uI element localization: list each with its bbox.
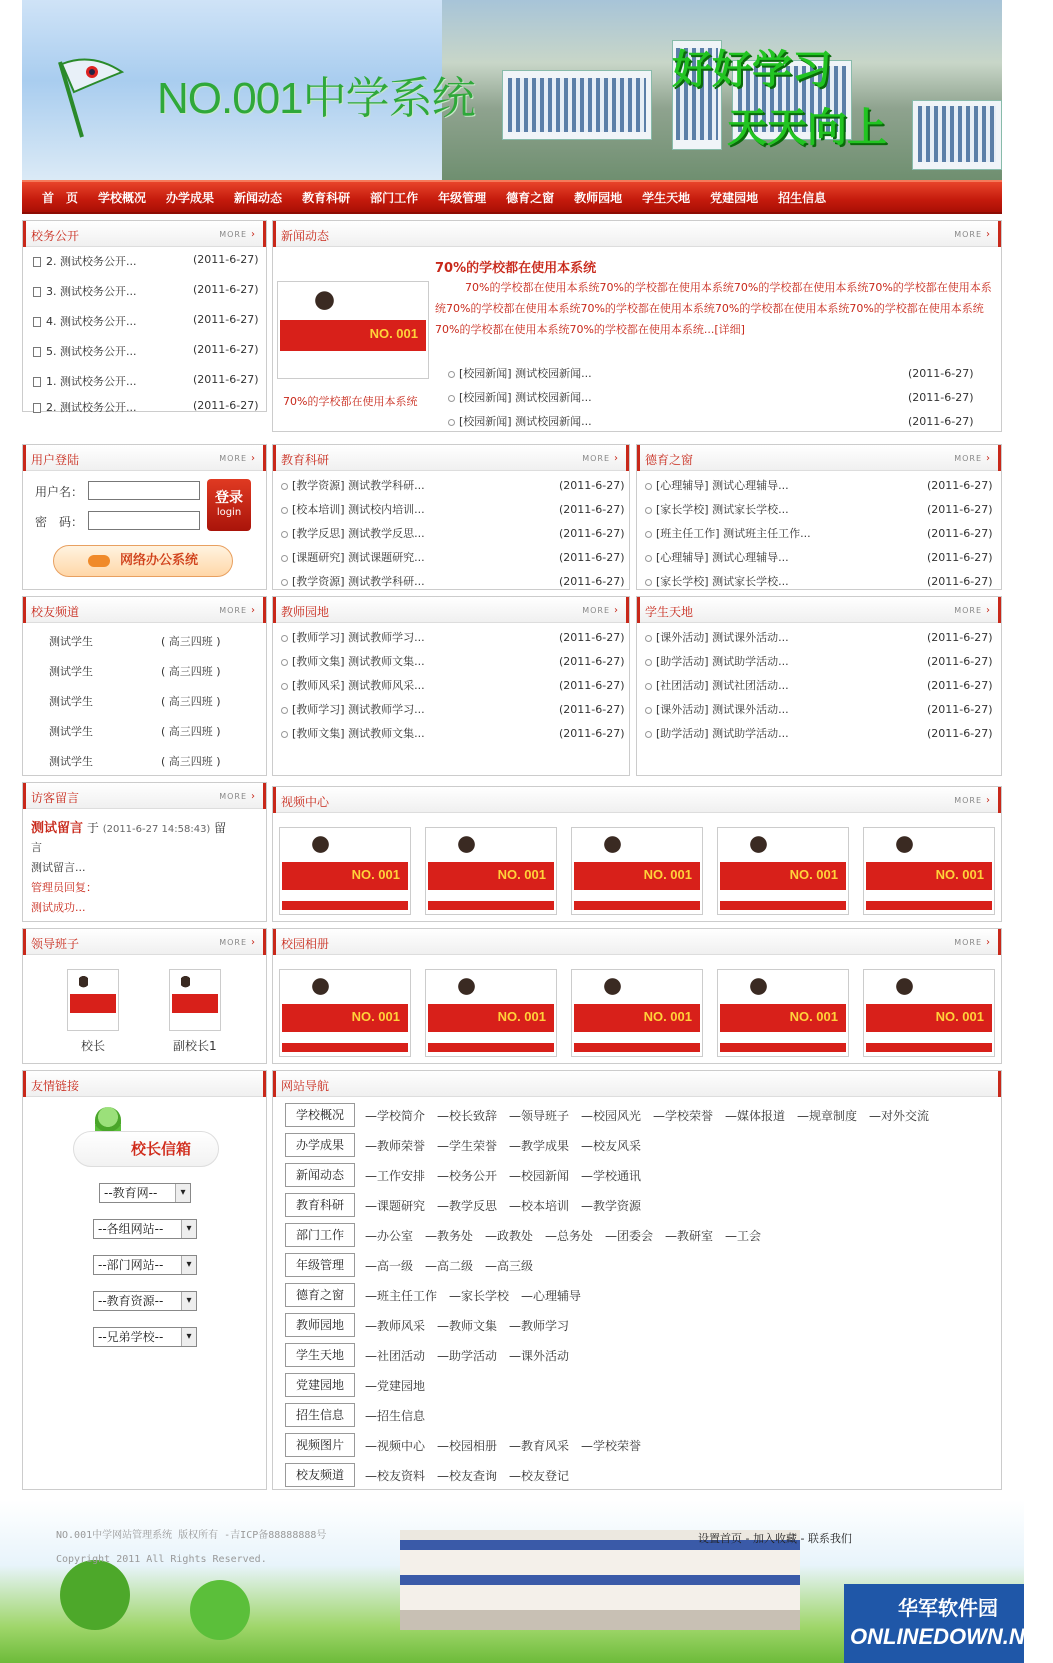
sitenav-category[interactable]: 视频图片 — [285, 1433, 355, 1457]
album-thumbnail[interactable]: NO. 001 — [717, 969, 849, 1057]
bullet-icon — [645, 635, 652, 642]
list-item[interactable]: [家长学校] 测试家长学校... — [645, 501, 789, 517]
list-item[interactable]: [助学活动] 测试助学活动... — [645, 653, 789, 669]
flag-logo-icon — [52, 52, 132, 142]
panel-title: 视频中心 — [281, 795, 330, 809]
document-icon — [33, 257, 41, 267]
list-item[interactable]: [教学资源] 测试教学科研... — [281, 573, 425, 589]
document-icon — [33, 287, 41, 297]
news-panel — [272, 220, 1002, 432]
bullet-icon — [281, 659, 288, 666]
watermark-logo: 华军软件园 ONLINEDOWN.NET — [844, 1584, 1024, 1663]
list-item[interactable]: 5. 测试校务公开... — [33, 343, 136, 359]
more-link[interactable]: MORE › — [219, 229, 256, 240]
page — [22, 0, 1002, 214]
principal-mailbox-button[interactable]: 校长信箱 — [73, 1107, 219, 1173]
more-link[interactable]: MORE › — [582, 605, 619, 616]
bullet-icon — [281, 483, 288, 490]
album-panel — [272, 928, 1002, 1064]
alumni-class: ( 高三四班 ) — [161, 695, 221, 708]
news-list-item[interactable]: [校园新闻] 测试校园新闻... — [448, 413, 592, 429]
nav-item-teachers[interactable]: 教师园地 — [574, 190, 623, 205]
alumni-panel — [22, 596, 267, 776]
nav-item-news[interactable]: 新闻动态 — [234, 190, 283, 205]
list-item-date: (2011-6-27) — [908, 391, 974, 404]
list-item-date: (2011-6-27) — [559, 655, 625, 668]
list-item-date: (2011-6-27) — [927, 703, 993, 716]
alumni-name[interactable]: 测试学生 — [49, 635, 93, 648]
username-label: 用户名： — [35, 485, 84, 499]
sitenav-links[interactable]: —班主任工作 —家长学校 —心理辅导 — [365, 1289, 582, 1303]
more-link[interactable]: MORE › — [954, 229, 991, 240]
research-panel — [272, 444, 630, 590]
sitenav-category[interactable]: 党建园地 — [285, 1373, 355, 1397]
sitenav-category[interactable]: 学校概况 — [285, 1103, 355, 1127]
list-item[interactable]: [班主任工作] 测试班主任工作... — [645, 525, 811, 541]
nav-item-party[interactable]: 党建园地 — [710, 190, 759, 205]
list-item[interactable]: [心理辅导] 测试心理辅导... — [645, 549, 789, 565]
document-icon — [33, 403, 41, 413]
list-item-date: (2011-6-27) — [927, 479, 993, 492]
panel-title: 友情链接 — [31, 1079, 80, 1093]
panel-title: 教育科研 — [281, 453, 330, 467]
list-item-date: (2011-6-27) — [927, 575, 993, 588]
more-link[interactable]: MORE › — [219, 791, 256, 802]
slogan-line-2: 天天向上 — [727, 105, 887, 151]
sitenav-links[interactable]: —课题研究 —教学反思 —校本培训 —教学资源 — [365, 1199, 642, 1213]
sitenav-category[interactable]: 校友频道 — [285, 1463, 355, 1487]
moral-panel — [636, 444, 1002, 590]
sitenav-category[interactable]: 教师园地 — [285, 1313, 355, 1337]
nav-item-grades[interactable]: 年级管理 — [438, 190, 487, 205]
sitenav-links[interactable]: —高一级 —高二级 —高三级 — [365, 1259, 534, 1273]
list-item[interactable]: [教学反思] 测试教学反思... — [281, 525, 425, 541]
tree-image — [190, 1580, 250, 1640]
bullet-icon — [281, 531, 288, 538]
list-item[interactable]: 2. 测试校务公开... — [33, 399, 136, 411]
video-panel — [272, 786, 1002, 922]
list-item-date: (2011-6-27) — [927, 551, 993, 564]
nav-item-about[interactable]: 学校概况 — [98, 190, 147, 205]
guestbook-message: 测试留言... — [31, 861, 86, 874]
album-thumbnail[interactable]: NO. 001 — [571, 969, 703, 1057]
list-item-date: (2011-6-27) — [559, 575, 625, 588]
list-item-date: (2011-6-27) — [927, 679, 993, 692]
list-item-date: (2011-6-27) — [908, 415, 974, 428]
news-list-item[interactable]: [校园新闻] 测试校园新闻... — [448, 365, 592, 381]
panel-title: 学生天地 — [645, 605, 694, 619]
alumni-name[interactable]: 测试学生 — [49, 665, 93, 678]
album-thumbnail[interactable]: NO. 001 — [863, 969, 995, 1057]
list-item[interactable]: [教师文集] 测试教师文集... — [281, 653, 425, 669]
admin-reply-label: 管理员回复： — [31, 881, 97, 894]
panel-title: 校友频道 — [31, 605, 80, 619]
list-item-date: (2011-6-27) — [193, 343, 259, 356]
panel-title: 访客留言 — [31, 791, 80, 805]
video-thumbnail[interactable]: NO. 001 — [279, 827, 411, 915]
list-item-date: (2011-6-27) — [927, 631, 993, 644]
bullet-icon — [645, 531, 652, 538]
slogan-line-1: 好好学习 — [672, 47, 832, 93]
more-link[interactable]: MORE › — [954, 605, 991, 616]
leader-title[interactable]: 副校长1 — [173, 1039, 217, 1053]
list-item[interactable]: [心理辅导] 测试心理辅导... — [645, 477, 789, 493]
list-item-date: (2011-6-27) — [193, 253, 259, 266]
nav-item-departments[interactable]: 部门工作 — [370, 190, 419, 205]
bullet-icon — [281, 731, 288, 738]
bullet-icon — [281, 555, 288, 562]
sitenav-links[interactable]: —校友资料 —校友查询 —校友登记 — [365, 1469, 570, 1483]
video-thumbnail[interactable]: NO. 001 — [425, 827, 557, 915]
list-item[interactable]: [教师学习] 测试教师学习... — [281, 629, 425, 645]
friend-links-panel — [22, 1070, 267, 1490]
sitenav-category[interactable]: 年级管理 — [285, 1253, 355, 1277]
login-panel — [22, 444, 267, 590]
more-link[interactable]: MORE › — [219, 453, 256, 464]
sister-schools-select[interactable]: --兄弟学校-- ▾ — [93, 1327, 197, 1347]
list-item[interactable]: [教师文集] 测试教师文集... — [281, 725, 425, 741]
footer-rights: Copyright 2011 All Rights Reserved. — [56, 1554, 267, 1565]
sitenav-category[interactable]: 学生天地 — [285, 1343, 355, 1367]
leader-photo[interactable] — [67, 969, 119, 1031]
panel-title: 校园相册 — [281, 937, 330, 951]
guestbook-yan: 言 — [31, 841, 42, 854]
list-item[interactable]: [教学资源] 测试教学科研... — [281, 477, 425, 493]
list-item[interactable]: [家长学校] 测试家长学校... — [645, 573, 789, 589]
document-icon — [33, 347, 41, 357]
nav-item-home[interactable]: 首 页 — [42, 190, 79, 205]
guestbook-yu: 于 — [86, 821, 99, 835]
bullet-icon — [645, 659, 652, 666]
admin-reply: 测试成功... — [31, 901, 86, 914]
list-item-date: (2011-6-27) — [559, 503, 625, 516]
more-link[interactable]: MORE › — [582, 453, 619, 464]
bullet-icon — [645, 483, 652, 490]
list-item-date: (2011-6-27) — [927, 727, 993, 740]
password-input[interactable] — [88, 511, 200, 530]
guestbook-message-title[interactable]: 测试留言 — [31, 821, 84, 836]
list-item[interactable]: [课外活动] 测试课外活动... — [645, 629, 789, 645]
news-summary: 70%的学校都在使用本系统70%的学校都在使用本系统70%的学校都在使用本系统70%的学校都在使用本系统70%的学校都在使用本系统70%的学校都在使用本系统70%的学校都在使用本系统70%的学校都在使用本系统70%的学校都在使用本系统70%的学校都在使用本系统...[详细] — [435, 281, 992, 336]
alumni-name[interactable]: 测试学生 — [49, 695, 93, 708]
alumni-class: ( 高三四班 ) — [161, 725, 221, 738]
list-item-date: (2011-6-27) — [559, 551, 625, 564]
alumni-class: ( 高三四班 ) — [161, 665, 221, 678]
document-icon — [33, 377, 41, 387]
sitenav-category[interactable]: 新闻动态 — [285, 1163, 355, 1187]
group-sites-select[interactable]: --各组网站-- ▾ — [93, 1219, 197, 1239]
sitenav-category[interactable]: 招生信息 — [285, 1403, 355, 1427]
bullet-icon — [281, 707, 288, 714]
education-net-select[interactable]: --教育网-- ▾ — [99, 1183, 191, 1203]
teachers-panel — [272, 596, 630, 776]
list-item[interactable]: [社团活动] 测试社团活动... — [645, 677, 789, 693]
sitenav-links[interactable]: —社团活动 —助学活动 —课外活动 — [365, 1349, 570, 1363]
bullet-icon — [448, 395, 455, 402]
panel-title: 校务公开 — [31, 229, 80, 243]
bullet-icon — [645, 707, 652, 714]
video-thumbnail[interactable]: NO. 001 — [717, 827, 849, 915]
more-link[interactable]: MORE › — [954, 795, 991, 806]
main-nav — [22, 180, 1002, 214]
education-resources-select[interactable]: --教育资源-- ▾ — [93, 1291, 197, 1311]
list-item-date: (2011-6-27) — [559, 479, 625, 492]
arrow-icon — [88, 555, 110, 567]
footer-links[interactable]: 设置首页 - 加入收藏 - 联系我们 — [698, 1532, 852, 1545]
list-item[interactable]: [课外活动] 测试课外活动... — [645, 701, 789, 717]
footer-copyright: NO.001中学网站管理系统 版权所有 -吉ICP备88888888号 — [56, 1530, 327, 1541]
guestbook-time: (2011-6-27 14:58:43) — [102, 824, 211, 835]
more-link[interactable]: MORE › — [219, 937, 256, 948]
bullet-icon — [645, 579, 652, 586]
bullet-icon — [645, 731, 652, 738]
alumni-class: ( 高三四班 ) — [161, 755, 221, 768]
list-item-date: (2011-6-27) — [559, 631, 625, 644]
leader-title[interactable]: 校长 — [81, 1039, 106, 1053]
bullet-icon — [645, 555, 652, 562]
sitenav-links[interactable]: —教师荣誉 —学生荣誉 —教学成果 —校友风采 — [365, 1139, 642, 1153]
nav-item-achievements[interactable]: 办学成果 — [166, 190, 215, 205]
guestbook-ly: 留 — [214, 821, 227, 835]
list-item-date: (2011-6-27) — [559, 679, 625, 692]
list-item-date: (2011-6-27) — [908, 367, 974, 380]
video-thumbnail[interactable]: NO. 001 — [571, 827, 703, 915]
list-item-date: (2011-6-27) — [193, 283, 259, 296]
list-item[interactable]: 4. 测试校务公开... — [33, 313, 136, 329]
list-item[interactable]: 3. 测试校务公开... — [33, 283, 136, 299]
sitenav-links[interactable]: —视频中心 —校园相册 —教育风采 —学校荣誉 — [365, 1439, 642, 1453]
panel-title: 领导班子 — [31, 937, 80, 951]
header-banner — [22, 0, 1002, 180]
document-icon — [33, 317, 41, 327]
sitenav-links[interactable]: —工作安排 —校务公开 —校园新闻 —学校通讯 — [365, 1169, 642, 1183]
sitenav-category[interactable]: 部门工作 — [285, 1223, 355, 1247]
alumni-name[interactable]: 测试学生 — [49, 725, 93, 738]
list-item[interactable]: [校本培训] 测试校内培训... — [281, 501, 425, 517]
bullet-icon — [645, 683, 652, 690]
sitenav-links[interactable]: —学校简介 —校长致辞 —领导班子 —校园风光 —学校荣誉 —媒体报道 —规章制度 —对外交流 — [365, 1109, 930, 1123]
sitenav-category[interactable]: 教育科研 — [285, 1193, 355, 1217]
site-nav-panel — [272, 1070, 1002, 1490]
sitenav-links[interactable]: —招生信息 — [365, 1409, 426, 1423]
login-button[interactable]: 登录 login — [207, 479, 251, 531]
news-list-item[interactable]: [校园新闻] 测试校园新闻... — [448, 389, 592, 405]
guestbook-panel — [22, 782, 267, 922]
more-link[interactable]: MORE › — [954, 453, 991, 464]
list-item[interactable]: [教师学习] 测试教师学习... — [281, 701, 425, 717]
list-item-date: (2011-6-27) — [559, 703, 625, 716]
sitenav-links[interactable]: —办公室 —教务处 —政教处 —总务处 —团委会 —教研室 —工会 — [365, 1229, 762, 1243]
leaders-panel — [22, 928, 267, 1064]
alumni-class: ( 高三四班 ) — [161, 635, 221, 648]
alumni-name[interactable]: 测试学生 — [49, 755, 93, 768]
site-title: NO.001中学系统 — [157, 74, 475, 123]
album-thumbnail[interactable]: NO. 001 — [425, 969, 557, 1057]
panel-title: 用户登陆 — [31, 453, 80, 467]
panel-title: 网站导航 — [281, 1079, 330, 1093]
list-item[interactable]: [助学活动] 测试助学活动... — [645, 725, 789, 741]
list-item-date: (2011-6-27) — [193, 313, 259, 326]
list-item-date: (2011-6-27) — [559, 727, 625, 740]
list-item[interactable]: [教师风采] 测试教师风采... — [281, 677, 425, 693]
list-item[interactable]: 2. 测试校务公开... — [33, 253, 136, 269]
more-link[interactable]: MORE › — [219, 605, 256, 616]
list-item-date: (2011-6-27) — [927, 655, 993, 668]
bullet-icon — [448, 371, 455, 378]
sitenav-links[interactable]: —教师风采 —教师文集 —教师学习 — [365, 1319, 570, 1333]
list-item-date: (2011-6-27) — [193, 373, 259, 386]
school-affairs-panel — [22, 220, 267, 412]
bullet-icon — [281, 579, 288, 586]
password-label: 密 码： — [35, 515, 84, 529]
bullet-icon — [281, 507, 288, 514]
news-thumbnail[interactable]: NO. 001 — [277, 281, 429, 379]
panel-title: 教师园地 — [281, 605, 330, 619]
video-thumbnail[interactable]: NO. 001 — [863, 827, 995, 915]
nav-item-research[interactable]: 教育科研 — [302, 190, 351, 205]
tree-image — [60, 1560, 130, 1630]
nav-item-students[interactable]: 学生天地 — [642, 190, 691, 205]
bullet-icon — [448, 419, 455, 426]
list-item-date: (2011-6-27) — [193, 399, 259, 412]
footer — [0, 1500, 1053, 1663]
students-panel — [636, 596, 1002, 776]
username-input[interactable] — [88, 481, 200, 500]
leader-photo[interactable] — [169, 969, 221, 1031]
panel-title: 新闻动态 — [281, 229, 330, 243]
department-sites-select[interactable]: --部门网站-- ▾ — [93, 1255, 197, 1275]
news-thumbnail-caption[interactable]: 70%的学校都在使用本系统 — [283, 395, 418, 408]
bullet-icon — [645, 507, 652, 514]
more-link[interactable]: MORE › — [954, 937, 991, 948]
sitenav-category[interactable]: 办学成果 — [285, 1133, 355, 1157]
office-system-button[interactable]: 网络办公系统 — [53, 545, 233, 577]
list-item-date: (2011-6-27) — [927, 503, 993, 516]
list-item[interactable]: 1. 测试校务公开... — [33, 373, 136, 389]
bullet-icon — [281, 683, 288, 690]
album-thumbnail[interactable]: NO. 001 — [279, 969, 411, 1057]
list-item[interactable]: [课题研究] 测试课题研究... — [281, 549, 425, 565]
sitenav-links[interactable]: —党建园地 — [365, 1379, 426, 1393]
list-item-date: (2011-6-27) — [927, 527, 993, 540]
nav-item-moral[interactable]: 德育之窗 — [506, 190, 555, 205]
list-item-date: (2011-6-27) — [559, 527, 625, 540]
nav-item-enrollment[interactable]: 招生信息 — [778, 190, 827, 205]
news-headline[interactable]: 70%的学校都在使用本系统 — [435, 261, 597, 276]
panel-title: 德育之窗 — [645, 453, 694, 467]
bullet-icon — [281, 635, 288, 642]
sitenav-category[interactable]: 德育之窗 — [285, 1283, 355, 1307]
